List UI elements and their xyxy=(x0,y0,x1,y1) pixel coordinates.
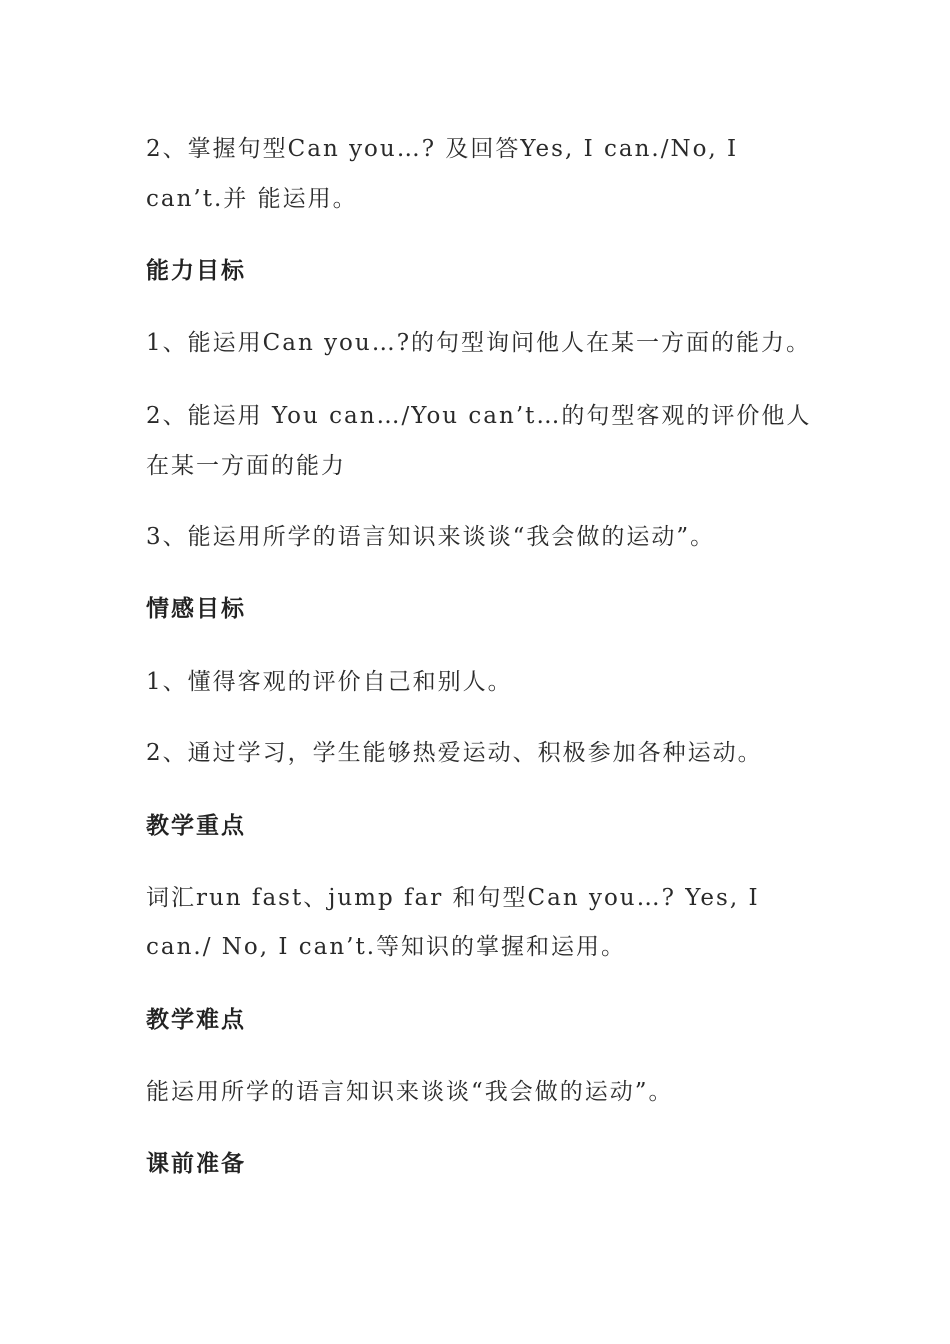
preparation-heading: 课前准备 xyxy=(146,1150,246,1177)
emotion-goal-item-1: 1、懂得客观的评价自己和别人。 xyxy=(146,669,513,695)
ability-goal-item-3: 3、能运用所学的语言知识来谈谈“我会做的运动”。 xyxy=(146,524,716,550)
key-points-line-1: 词汇run fast、jump far 和句型Can you…? Yes, I xyxy=(146,885,760,911)
emotion-goal-heading: 情感目标 xyxy=(146,595,246,622)
ability-goal-heading: 能力目标 xyxy=(146,257,246,284)
ability-goal-item-2-line-1: 2、能运用 You can…/You can’t…的句型客观的评价他人 xyxy=(146,403,812,429)
emotion-goal-item-2: 2、通过学习，学生能够热爱运动、积极参加各种运动。 xyxy=(146,740,763,766)
knowledge-goal-item-2-line-1: 2、掌握句型Can you…? 及回答Yes, I can./No, I xyxy=(146,136,739,162)
ability-goal-item-1: 1、能运用Can you…?的句型询问他人在某一方面的能力。 xyxy=(146,330,812,356)
key-points-line-2: can./ No, I can’t.等知识的掌握和运用。 xyxy=(146,934,627,960)
knowledge-goal-item-2-line-2: can’t.并 能运用。 xyxy=(146,186,358,212)
ability-goal-item-2-line-2: 在某一方面的能力 xyxy=(146,453,346,479)
difficult-points-line-1: 能运用所学的语言知识来谈谈“我会做的运动”。 xyxy=(146,1079,674,1105)
difficult-points-heading: 教学难点 xyxy=(146,1006,246,1033)
key-points-heading: 教学重点 xyxy=(146,812,246,839)
